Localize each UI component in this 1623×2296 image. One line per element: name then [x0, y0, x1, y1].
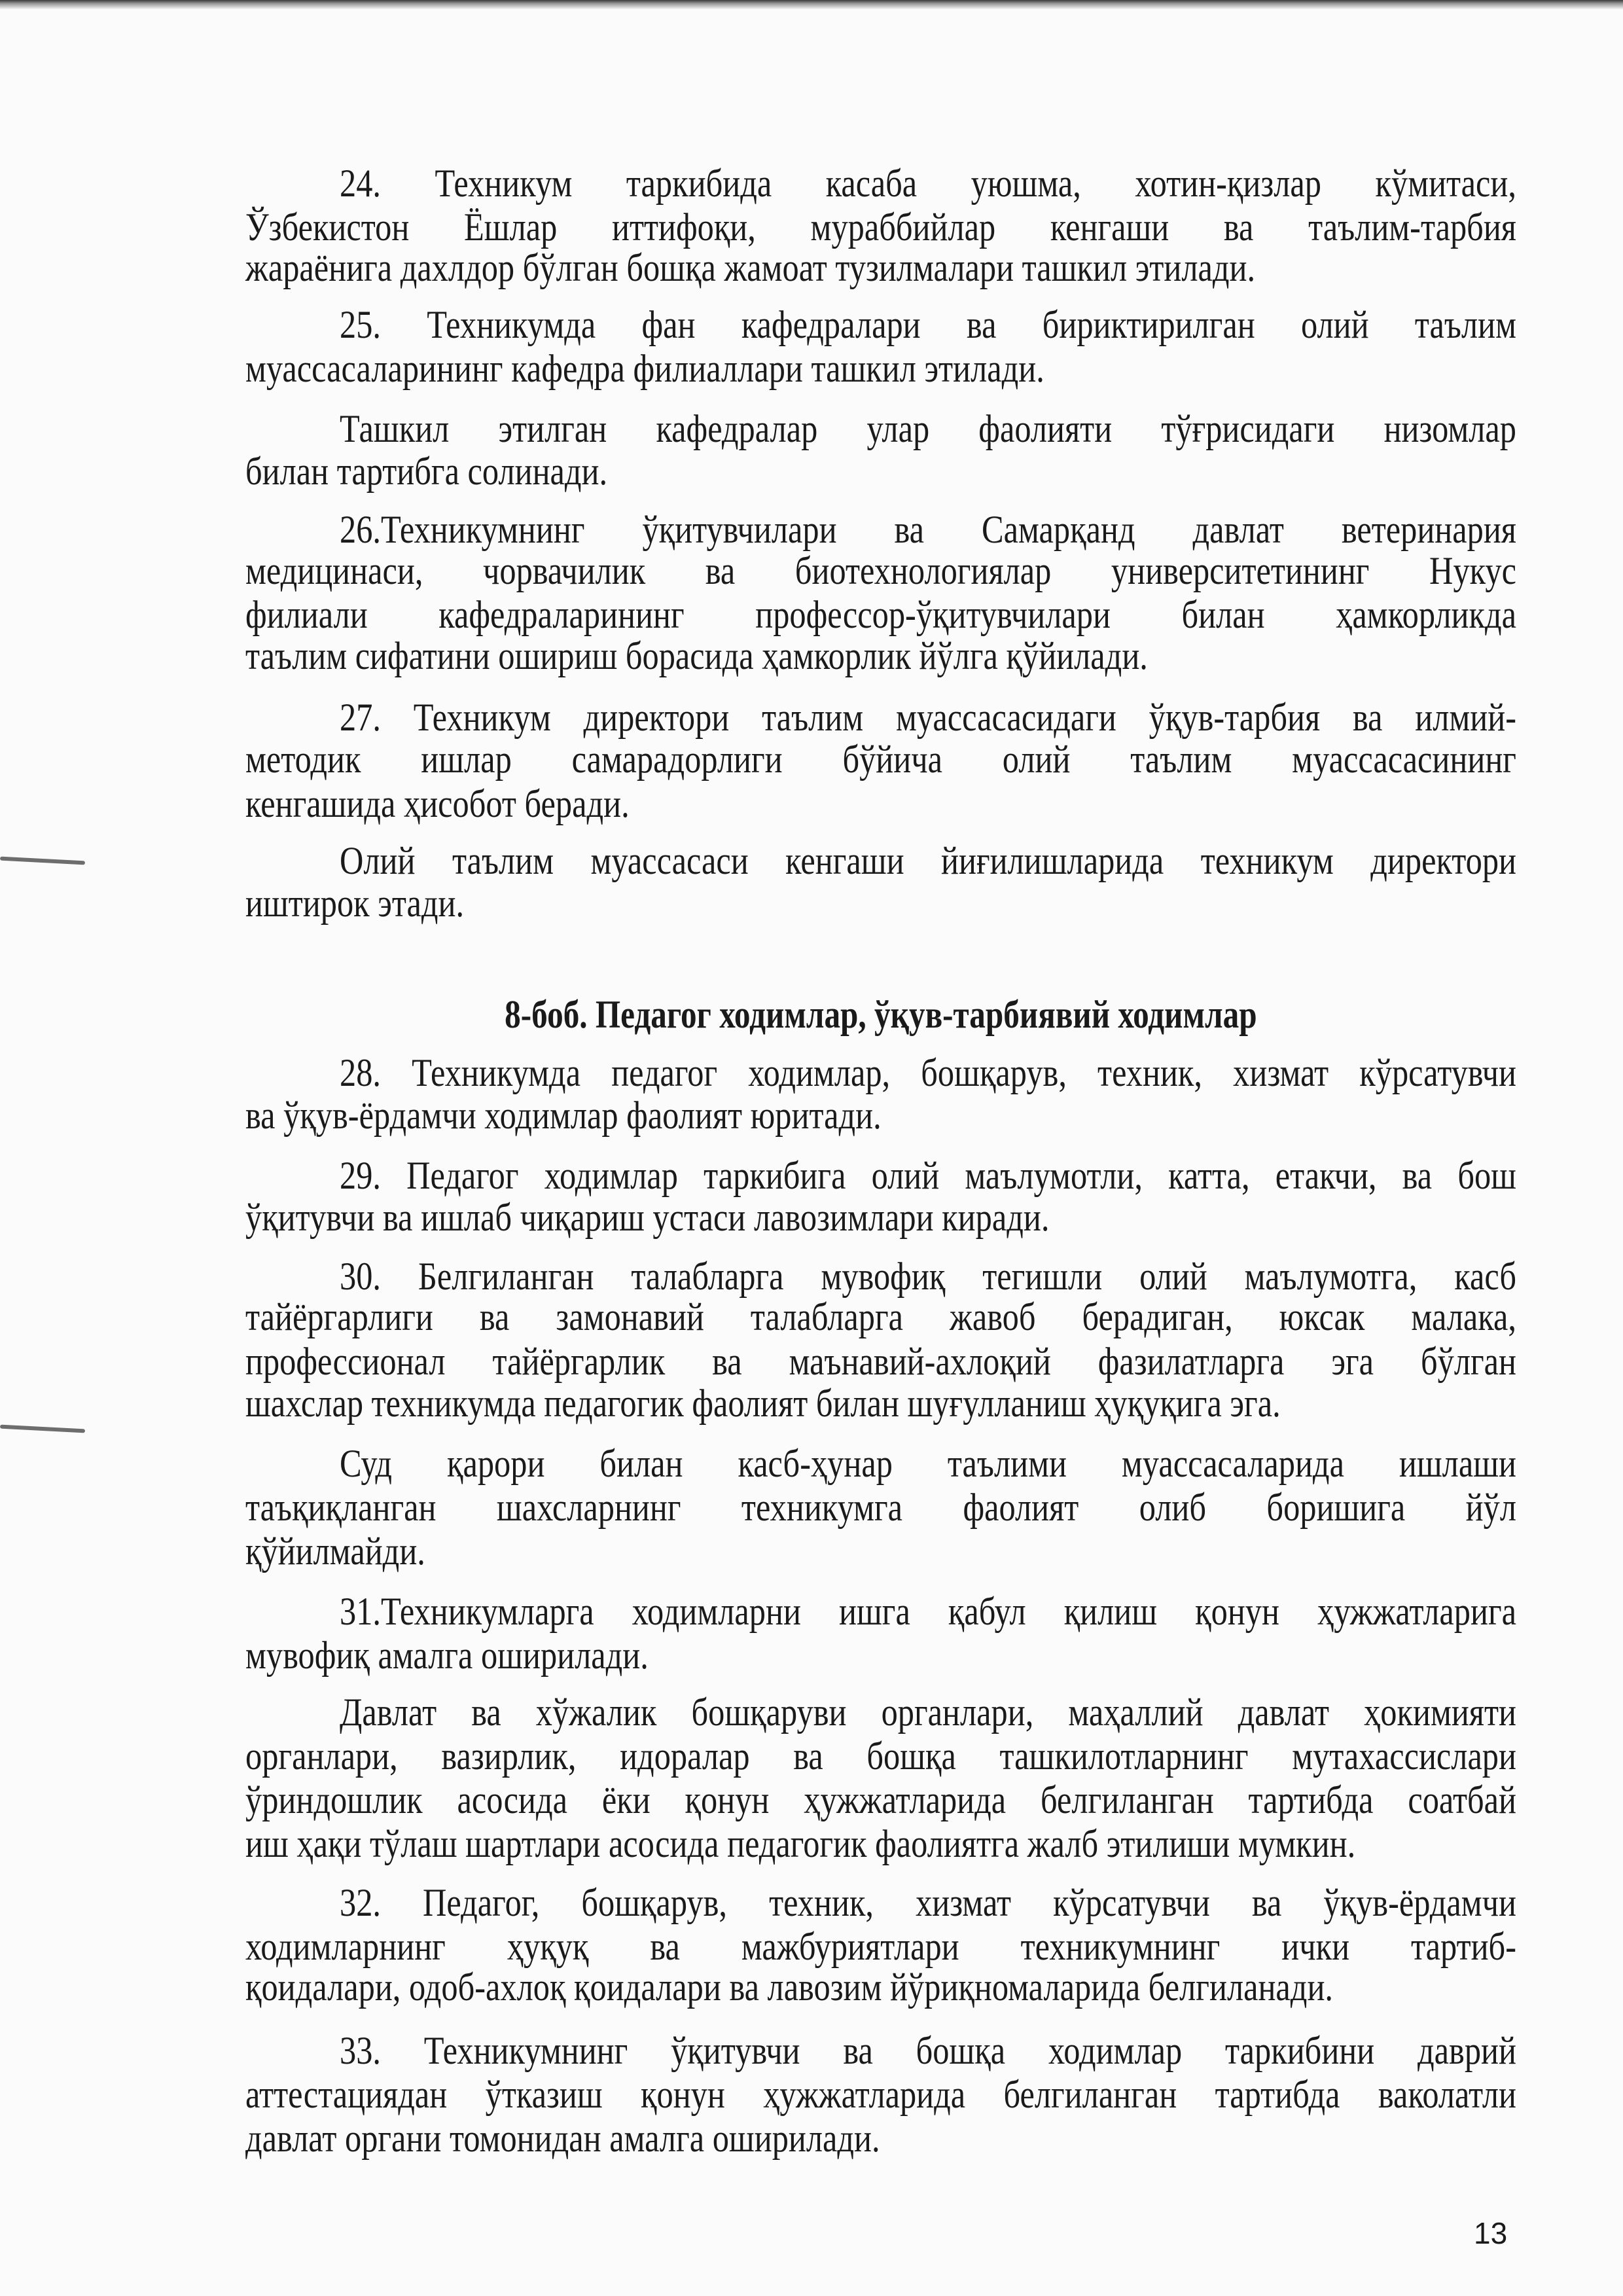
paragraph-line: филиали кафедраларининг профессор-ўқитувчилари билан ҳамкорликда	[245, 593, 1516, 636]
paragraph-first-line: 26.Техникумнинг ўқитувчилари ва Самарқанд давлат ветеринария	[340, 508, 1516, 551]
chapter-heading: 8-боб. Педагог ходимлар, ўқув-тарбиявий ходимлар	[505, 993, 1257, 1036]
paragraph-line: ва ўқув-ёрдамчи ходимлар фаолият юритади.	[245, 1094, 882, 1137]
paragraph-line: билан тартибга солинади.	[245, 450, 608, 493]
paragraph-first-line: 33. Техникумнинг ўқитувчи ва бошқа ходимлар таркибини даврий	[340, 2029, 1516, 2072]
staple-mark	[0, 857, 85, 865]
paragraph-line: кенгашида ҳисобот беради.	[245, 782, 630, 825]
paragraph-first-line: 32. Педагог, бошқарув, техник, хизмат кўрсатувчи ва ўқув-ёрдамчи	[340, 1881, 1516, 1924]
paragraph-first-line: Ташкил этилган кафедралар улар фаолияти тўғрисидаги низомлар	[340, 407, 1516, 450]
paragraph-line: методик ишлар самарадорлиги бўйича олий таълим муассасасининг	[245, 738, 1516, 781]
paragraph-line: ўриндошлик асосида ёки қонун ҳужжатларида белгиланган тартибда соатбай	[245, 1778, 1516, 1821]
paragraph-line: аттестациядан ўтказиш қонун ҳужжатларида белгиланган тартибда ваколатли	[245, 2073, 1516, 2116]
paragraph-line: давлат органи томонидан амалга оширилади.	[245, 2117, 880, 2160]
paragraph-line: профессионал тайёргарлик ва маънавий-ахлоқий фазилатларга эга бўлган	[245, 1340, 1516, 1383]
paragraph-line: Ўзбекистон Ёшлар иттифоқи, мураббийлар кенгаши ва таълим-тарбия	[245, 206, 1516, 249]
scan-top-edge	[0, 0, 1623, 9]
paragraph-line: иш ҳақи тўлаш шартлари асосида педагогик фаолиятга жалб этилиши мумкин.	[245, 1822, 1356, 1865]
paragraph-line: ходимларнинг ҳуқуқ ва мажбуриятлари техникумнинг ички тартиб-	[245, 1925, 1516, 1968]
paragraph-first-line: 30. Белгиланган талабларга мувофиқ тегишли олий маълумотга, касб	[340, 1255, 1516, 1298]
paragraph-line: шахслар техникумда педагогик фаолият билан шуғулланиш ҳуқуқига эга.	[245, 1382, 1281, 1425]
page-number: 13	[1474, 2216, 1508, 2250]
paragraph-line: мувофиқ амалга оширилади.	[245, 1634, 649, 1677]
paragraph-first-line: Давлат ва хўжалик бошқаруви органлари, маҳаллий давлат ҳокимияти	[340, 1691, 1516, 1734]
paragraph-first-line: 28. Техникумда педагог ходимлар, бошқарув, техник, хизмат кўрсатувчи	[340, 1051, 1516, 1094]
paragraph-first-line: 31.Техникумларга ходимларни ишга қабул қилиш қонун ҳужжатларига	[340, 1590, 1516, 1633]
paragraph-line: тайёргарлиги ва замонавий талабларга жавоб берадиган, юксак малака,	[245, 1295, 1516, 1338]
paragraph-first-line: 24. Техникум таркибида касаба уюшма, хотин-қизлар кўмитаси,	[340, 162, 1516, 205]
paragraph-first-line: Суд қарори билан касб-ҳунар таълими муассасаларида ишлаши	[340, 1442, 1516, 1485]
paragraph-line: жараёнига дахлдор бўлган бошқа жамоат тузилмалари ташкил этилади.	[245, 246, 1256, 289]
paragraph-line: муассасаларининг кафедра филиаллари ташкил этилади.	[245, 347, 1044, 390]
paragraph-line: таъқиқланган шахсларнинг техникумга фаолият олиб боришига йўл	[245, 1486, 1516, 1529]
staple-mark	[0, 1425, 85, 1433]
paragraph-line: органлари, вазирлик, идоралар ва бошқа ташкилотларнинг мутахассислари	[245, 1734, 1516, 1778]
paragraph-first-line: Олий таълим муассасаси кенгаши йиғилишларида техникум директори	[340, 839, 1516, 882]
paragraph-first-line: 25. Техникумда фан кафедралари ва бириктирилган олий таълим	[340, 303, 1516, 346]
paragraph-first-line: 29. Педагог ходимлар таркибига олий маълумотли, катта, етакчи, ва бош	[340, 1154, 1516, 1197]
paragraph-line: таълим сифатини ошириш борасида ҳамкорлик йўлга қўйилади.	[245, 634, 1148, 677]
paragraph-first-line: 27. Техникум директори таълим муассасасидаги ўқув-тарбия ва илмий-	[340, 696, 1516, 739]
paragraph-line: қўйилмайди.	[245, 1530, 425, 1573]
paragraph-line: медицинаси, чорвачилик ва биотехнологиялар университетининг Нукус	[245, 549, 1516, 592]
paragraph-line: иштирок этади.	[245, 882, 465, 925]
paragraph-line: ўқитувчи ва ишлаб чиқариш устаси лавозимлари киради.	[245, 1196, 1050, 1239]
paragraph-line: қоидалари, одоб-ахлоқ қоидалари ва лавозим йўриқномаларида белгиланади.	[245, 1965, 1334, 2009]
